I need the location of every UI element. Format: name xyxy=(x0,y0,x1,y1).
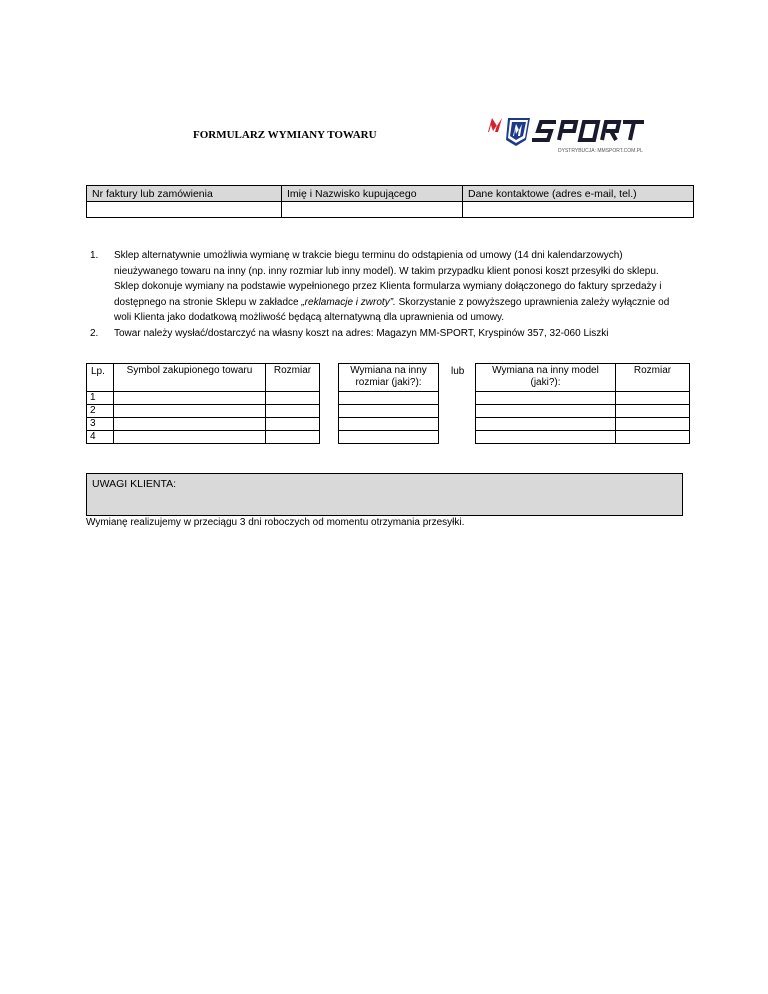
header-invoice-number: Nr faktury lub zamówienia xyxy=(86,185,282,202)
mm-sport-logo xyxy=(486,112,651,158)
other-size-field[interactable] xyxy=(338,404,439,418)
header-other-size: Wymiana na inny rozmiar (jaki?): xyxy=(338,363,439,392)
row-number: 3 xyxy=(86,417,114,431)
other-model-field[interactable] xyxy=(475,417,616,431)
size-2-field[interactable] xyxy=(615,430,690,444)
contact-details-field[interactable] xyxy=(462,201,694,218)
logo-tagline: DYSTRYBUCJA: MMSPORT.COM.PL xyxy=(558,148,643,154)
buyer-name-field[interactable] xyxy=(281,201,463,218)
instruction-item: 2. Towar należy wysłać/dostarczyć na własny koszt na adres: Magazyn MM-SPORT, Kryspinów 357, 32-060 Liszki xyxy=(90,326,680,342)
other-size-field[interactable] xyxy=(338,430,439,444)
emphasis-text: „reklamacje i zwroty”. xyxy=(301,296,396,308)
row-number: 4 xyxy=(86,430,114,444)
product-symbol-field[interactable] xyxy=(113,430,266,444)
size-field[interactable] xyxy=(265,430,320,444)
product-symbol-field[interactable] xyxy=(113,404,266,418)
header-buyer-name: Imię i Nazwisko kupującego xyxy=(281,185,463,202)
customer-remarks-box[interactable] xyxy=(86,473,683,516)
other-model-field[interactable] xyxy=(475,404,616,418)
size-field[interactable] xyxy=(265,404,320,418)
size-field[interactable] xyxy=(265,391,320,405)
header-contact-details: Dane kontaktowe (adres e-mail, tel.) xyxy=(462,185,694,202)
size-2-field[interactable] xyxy=(615,417,690,431)
instruction-number: 1. xyxy=(90,250,99,261)
processing-time-note: Wymianę realizujemy w przeciągu 3 dni roboczych od momentu otrzymania przesyłki. xyxy=(86,517,465,528)
product-symbol-field[interactable] xyxy=(113,391,266,405)
other-size-field[interactable] xyxy=(338,391,439,405)
form-title: FORMULARZ WYMIANY TOWARU xyxy=(193,129,377,141)
header-lp: Lp. xyxy=(86,363,114,392)
row-number: 2 xyxy=(86,404,114,418)
header-size-2: Rozmiar xyxy=(615,363,690,392)
invoice-number-field[interactable] xyxy=(86,201,282,218)
size-2-field[interactable] xyxy=(615,391,690,405)
other-size-field[interactable] xyxy=(338,417,439,431)
customer-remarks-label: UWAGI KLIENTA: xyxy=(92,478,177,490)
product-symbol-field[interactable] xyxy=(113,417,266,431)
header-size: Rozmiar xyxy=(265,363,320,392)
instruction-number: 2. xyxy=(90,327,99,339)
other-model-field[interactable] xyxy=(475,430,616,444)
header-other-model: Wymiana na inny model (jaki?): xyxy=(475,363,616,392)
other-model-field[interactable] xyxy=(475,391,616,405)
size-field[interactable] xyxy=(265,417,320,431)
instructions-list xyxy=(90,248,680,342)
header-product-symbol: Symbol zakupionego towaru xyxy=(113,363,266,392)
row-number: 1 xyxy=(86,391,114,405)
size-2-field[interactable] xyxy=(615,404,690,418)
or-label: lub xyxy=(451,366,465,377)
instruction-item: 1. Sklep alternatywnie umożliwia wymianę w trakcie biegu terminu do odstąpienia od umowy (14 dni kalendarzowych) nieużywanego towaru na inny (np. inny rozmiar lub inny model). W takim przypadku klient ponosi koszt przesyłki do sklepu. Sklep dokonuje wymiany na podstawie wypełnionego przez Klienta formularza wymiany dołączonego do faktury sprzedaży i dostępnego na stronie Sklepu w zakładce „reklamacje i zwroty”. Skorzystanie z powyższego uprawnienia zależy wyłącznie od woli Klienta jako dodatkową możliwość będącą alternatywną dla uprawnienia od umowy. xyxy=(90,250,670,324)
